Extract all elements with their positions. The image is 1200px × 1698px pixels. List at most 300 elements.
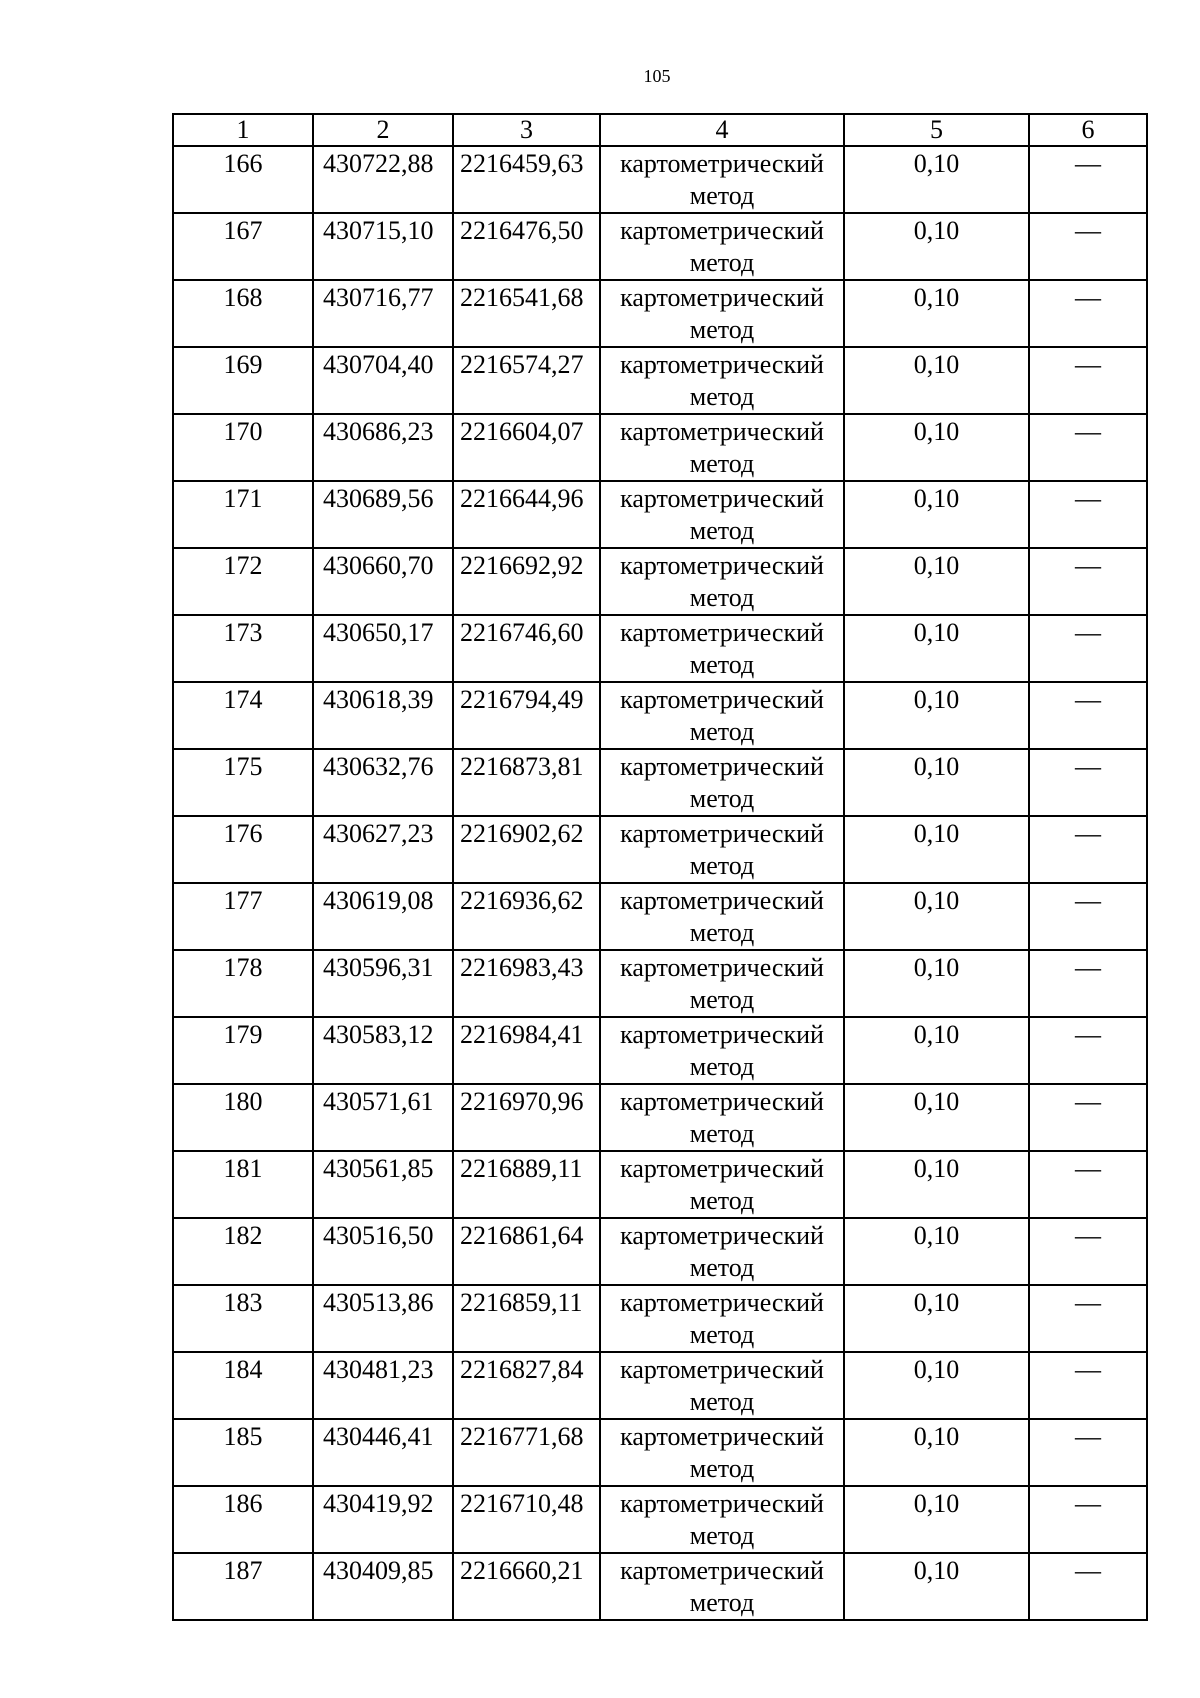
method-cell [600, 146, 844, 213]
method-line-2: метод [689, 1320, 755, 1349]
note-value: — [1075, 819, 1101, 848]
x-coordinate-value: 430722,88 [323, 149, 434, 178]
method-line-2: метод [689, 449, 755, 478]
y-coordinate-cell [453, 1486, 600, 1553]
note-cell [1029, 883, 1147, 950]
table-row [173, 548, 1147, 615]
x-coordinate-value: 430686,23 [323, 417, 434, 446]
x-coordinate-value: 430619,08 [323, 886, 434, 915]
x-coordinate-cell [313, 481, 453, 548]
x-coordinate-cell [313, 950, 453, 1017]
y-coordinate-value: 2216970,96 [460, 1087, 584, 1116]
y-coordinate-value: 2216541,68 [460, 283, 584, 312]
method-line-1: картометрический [620, 1020, 824, 1049]
header-row [173, 114, 1147, 146]
method-line-1: картометрический [620, 350, 824, 379]
method-line-1: картометрический [620, 1355, 824, 1384]
x-coordinate-cell [313, 548, 453, 615]
accuracy-value: 0,10 [913, 283, 960, 312]
note-cell [1029, 749, 1147, 816]
table-row [173, 749, 1147, 816]
y-coordinate-value: 2216859,11 [460, 1288, 583, 1317]
table-row [173, 146, 1147, 213]
point-number-cell [173, 481, 313, 548]
y-coordinate-cell [453, 1084, 600, 1151]
point-number-value: 168 [223, 283, 263, 312]
method-line-2: метод [689, 1454, 755, 1483]
note-cell [1029, 1084, 1147, 1151]
method-cell [600, 213, 844, 280]
note-value: — [1075, 685, 1101, 714]
accuracy-cell [844, 213, 1029, 280]
table-row [173, 414, 1147, 481]
page-number: 105 [643, 66, 671, 86]
table-row [173, 1352, 1147, 1419]
accuracy-cell [844, 615, 1029, 682]
accuracy-cell [844, 1352, 1029, 1419]
accuracy-cell [844, 950, 1029, 1017]
x-coordinate-cell [313, 347, 453, 414]
method-line-1: картометрический [620, 551, 824, 580]
point-number-value: 179 [223, 1020, 263, 1049]
y-coordinate-cell [453, 481, 600, 548]
point-number-value: 181 [223, 1154, 263, 1183]
point-number-cell [173, 213, 313, 280]
table-row [173, 615, 1147, 682]
x-coordinate-value: 430571,61 [323, 1087, 434, 1116]
note-cell [1029, 146, 1147, 213]
point-number-cell [173, 1419, 313, 1486]
point-number-value: 180 [223, 1087, 263, 1116]
note-cell [1029, 548, 1147, 615]
note-value: — [1075, 283, 1101, 312]
note-cell [1029, 1419, 1147, 1486]
x-coordinate-cell [313, 1419, 453, 1486]
point-number-value: 171 [223, 484, 263, 513]
x-coordinate-cell [313, 414, 453, 481]
method-line-2: метод [689, 1186, 755, 1215]
accuracy-cell [844, 146, 1029, 213]
y-coordinate-cell [453, 1151, 600, 1218]
method-line-2: метод [689, 784, 755, 813]
point-number-cell [173, 682, 313, 749]
accuracy-value: 0,10 [913, 1489, 960, 1518]
accuracy-value: 0,10 [913, 1355, 960, 1384]
x-coordinate-cell [313, 1017, 453, 1084]
point-number-cell [173, 280, 313, 347]
x-coordinate-cell [313, 749, 453, 816]
method-line-1: картометрический [620, 1422, 824, 1451]
method-line-2: метод [689, 1119, 755, 1148]
x-coordinate-value: 430561,85 [323, 1154, 434, 1183]
accuracy-value: 0,10 [913, 1020, 960, 1049]
y-coordinate-value: 2216692,92 [460, 551, 584, 580]
note-cell [1029, 1352, 1147, 1419]
y-coordinate-value: 2216861,64 [460, 1221, 584, 1250]
note-cell [1029, 1151, 1147, 1218]
table-row [173, 950, 1147, 1017]
method-line-2: метод [689, 1521, 755, 1550]
table-row [173, 1017, 1147, 1084]
method-line-2: метод [689, 1253, 755, 1282]
y-coordinate-value: 2216771,68 [460, 1422, 584, 1451]
point-number-value: 178 [223, 953, 263, 982]
note-value: — [1075, 752, 1101, 781]
method-cell [600, 1553, 844, 1620]
method-cell [600, 548, 844, 615]
x-coordinate-cell [313, 883, 453, 950]
point-number-value: 170 [223, 417, 263, 446]
point-number-cell [173, 1285, 313, 1352]
method-cell [600, 481, 844, 548]
method-cell [600, 682, 844, 749]
note-value: — [1075, 1422, 1101, 1451]
x-coordinate-value: 430689,56 [323, 484, 434, 513]
x-coordinate-value: 430409,85 [323, 1556, 434, 1585]
point-number-cell [173, 749, 313, 816]
x-coordinate-cell [313, 1218, 453, 1285]
point-number-cell [173, 1486, 313, 1553]
accuracy-cell [844, 682, 1029, 749]
note-cell [1029, 1285, 1147, 1352]
method-cell [600, 1084, 844, 1151]
y-coordinate-cell [453, 883, 600, 950]
accuracy-cell [844, 1553, 1029, 1620]
y-coordinate-value: 2216827,84 [460, 1355, 584, 1384]
note-cell [1029, 213, 1147, 280]
point-number-cell [173, 146, 313, 213]
accuracy-value: 0,10 [913, 1154, 960, 1183]
method-line-1: картометрический [620, 484, 824, 513]
note-cell [1029, 1553, 1147, 1620]
method-line-1: картометрический [620, 752, 824, 781]
x-coordinate-value: 430513,86 [323, 1288, 434, 1317]
x-coordinate-cell [313, 1352, 453, 1419]
x-coordinate-cell [313, 615, 453, 682]
note-value: — [1075, 484, 1101, 513]
table-row [173, 682, 1147, 749]
table-row [173, 280, 1147, 347]
x-coordinate-value: 430704,40 [323, 350, 434, 379]
note-value: — [1075, 618, 1101, 647]
method-cell [600, 1486, 844, 1553]
x-coordinate-value: 430596,31 [323, 953, 434, 982]
point-number-cell [173, 347, 313, 414]
accuracy-value: 0,10 [913, 685, 960, 714]
x-coordinate-cell [313, 1084, 453, 1151]
point-number-value: 166 [223, 149, 263, 178]
note-value: — [1075, 1020, 1101, 1049]
y-coordinate-value: 2216710,48 [460, 1489, 584, 1518]
point-number-cell [173, 1352, 313, 1419]
method-line-1: картометрический [620, 1154, 824, 1183]
accuracy-cell [844, 1218, 1029, 1285]
point-number-value: 173 [223, 618, 263, 647]
method-line-2: метод [689, 516, 755, 545]
point-number-cell [173, 414, 313, 481]
note-cell [1029, 414, 1147, 481]
point-number-value: 177 [223, 886, 263, 915]
method-cell [600, 816, 844, 883]
method-line-1: картометрический [620, 953, 824, 982]
table-row [173, 213, 1147, 280]
y-coordinate-cell [453, 414, 600, 481]
y-coordinate-cell [453, 1017, 600, 1084]
method-line-2: метод [689, 851, 755, 880]
note-value: — [1075, 551, 1101, 580]
accuracy-value: 0,10 [913, 1221, 960, 1250]
y-coordinate-value: 2216794,49 [460, 685, 584, 714]
method-cell [600, 1285, 844, 1352]
y-coordinate-cell [453, 682, 600, 749]
point-number-value: 184 [223, 1355, 263, 1384]
point-number-value: 169 [223, 350, 263, 379]
note-value: — [1075, 1221, 1101, 1250]
y-coordinate-cell [453, 1352, 600, 1419]
coordinates-table [172, 113, 1148, 1621]
method-line-1: картометрический [620, 1221, 824, 1250]
y-coordinate-value: 2216660,21 [460, 1556, 584, 1585]
y-coordinate-cell [453, 347, 600, 414]
note-value: — [1075, 1288, 1101, 1317]
method-line-2: метод [689, 181, 755, 210]
x-coordinate-cell [313, 1285, 453, 1352]
x-coordinate-value: 430618,39 [323, 685, 434, 714]
accuracy-value: 0,10 [913, 819, 960, 848]
method-line-1: картометрический [620, 1556, 824, 1585]
accuracy-value: 0,10 [913, 149, 960, 178]
y-coordinate-cell [453, 749, 600, 816]
method-line-1: картометрический [620, 618, 824, 647]
accuracy-cell [844, 1419, 1029, 1486]
method-line-1: картометрический [620, 283, 824, 312]
y-coordinate-value: 2216644,96 [460, 484, 584, 513]
y-coordinate-value: 2216459,63 [460, 149, 584, 178]
point-number-value: 175 [223, 752, 263, 781]
x-coordinate-cell [313, 816, 453, 883]
method-cell [600, 1151, 844, 1218]
note-value: — [1075, 1355, 1101, 1384]
note-cell [1029, 280, 1147, 347]
method-line-1: картометрический [620, 149, 824, 178]
note-value: — [1075, 350, 1101, 379]
x-coordinate-value: 430516,50 [323, 1221, 434, 1250]
y-coordinate-value: 2216873,81 [460, 752, 584, 781]
x-coordinate-cell [313, 1486, 453, 1553]
accuracy-cell [844, 280, 1029, 347]
y-coordinate-value: 2216574,27 [460, 350, 584, 379]
x-coordinate-value: 430650,17 [323, 618, 434, 647]
accuracy-cell [844, 749, 1029, 816]
x-coordinate-value: 430716,77 [323, 283, 434, 312]
method-line-2: метод [689, 315, 755, 344]
note-cell [1029, 682, 1147, 749]
point-number-cell [173, 1151, 313, 1218]
method-line-1: картометрический [620, 1087, 824, 1116]
note-value: — [1075, 1087, 1101, 1116]
method-line-2: метод [689, 717, 755, 746]
method-line-2: метод [689, 1052, 755, 1081]
method-line-2: метод [689, 650, 755, 679]
method-cell [600, 950, 844, 1017]
method-line-2: метод [689, 1387, 755, 1416]
note-value: — [1075, 886, 1101, 915]
y-coordinate-cell [453, 816, 600, 883]
accuracy-cell [844, 1017, 1029, 1084]
table-row [173, 1486, 1147, 1553]
accuracy-value: 0,10 [913, 551, 960, 580]
y-coordinate-value: 2216984,41 [460, 1020, 584, 1049]
y-coordinate-cell [453, 1218, 600, 1285]
method-cell [600, 615, 844, 682]
y-coordinate-cell [453, 1553, 600, 1620]
accuracy-cell [844, 883, 1029, 950]
y-coordinate-value: 2216902,62 [460, 819, 584, 848]
point-number-value: 174 [223, 685, 263, 714]
note-value: — [1075, 1154, 1101, 1183]
accuracy-cell [844, 1151, 1029, 1218]
method-line-1: картометрический [620, 417, 824, 446]
y-coordinate-value: 2216889,11 [460, 1154, 583, 1183]
y-coordinate-value: 2216604,07 [460, 417, 584, 446]
x-coordinate-value: 430583,12 [323, 1020, 434, 1049]
table-row [173, 1218, 1147, 1285]
accuracy-value: 0,10 [913, 1422, 960, 1451]
method-cell [600, 347, 844, 414]
table-row [173, 1419, 1147, 1486]
point-number-value: 182 [223, 1221, 263, 1250]
x-coordinate-value: 430660,70 [323, 551, 434, 580]
note-cell [1029, 481, 1147, 548]
table-header [173, 114, 1147, 146]
table-body [173, 146, 1147, 1620]
point-number-value: 172 [223, 551, 263, 580]
x-coordinate-cell [313, 1151, 453, 1218]
method-cell [600, 883, 844, 950]
y-coordinate-cell [453, 950, 600, 1017]
note-value: — [1075, 149, 1101, 178]
x-coordinate-value: 430627,23 [323, 819, 434, 848]
x-coordinate-value: 430419,92 [323, 1489, 434, 1518]
accuracy-cell [844, 548, 1029, 615]
y-coordinate-value: 2216936,62 [460, 886, 584, 915]
method-cell [600, 1218, 844, 1285]
accuracy-value: 0,10 [913, 1556, 960, 1585]
method-line-1: картометрический [620, 1489, 824, 1518]
method-line-2: метод [689, 1588, 755, 1617]
accuracy-value: 0,10 [913, 752, 960, 781]
y-coordinate-cell [453, 146, 600, 213]
accuracy-value: 0,10 [913, 216, 960, 245]
y-coordinate-cell [453, 1285, 600, 1352]
table-row [173, 1151, 1147, 1218]
x-coordinate-value: 430632,76 [323, 752, 434, 781]
accuracy-value: 0,10 [913, 417, 960, 446]
accuracy-cell [844, 481, 1029, 548]
point-number-value: 185 [223, 1422, 263, 1451]
note-cell [1029, 615, 1147, 682]
method-cell [600, 280, 844, 347]
x-coordinate-cell [313, 1553, 453, 1620]
note-cell [1029, 950, 1147, 1017]
y-coordinate-value: 2216983,43 [460, 953, 584, 982]
note-cell [1029, 347, 1147, 414]
method-line-2: метод [689, 985, 755, 1014]
accuracy-cell [844, 816, 1029, 883]
y-coordinate-cell [453, 280, 600, 347]
note-value: — [1075, 1489, 1101, 1518]
y-coordinate-cell [453, 213, 600, 280]
x-coordinate-cell [313, 682, 453, 749]
method-cell [600, 749, 844, 816]
header-col-6: 6 [1029, 114, 1147, 146]
point-number-cell [173, 1084, 313, 1151]
point-number-value: 167 [223, 216, 263, 245]
accuracy-value: 0,10 [913, 953, 960, 982]
accuracy-value: 0,10 [913, 484, 960, 513]
method-line-1: картометрический [620, 685, 824, 714]
header-col-2: 2 [313, 114, 453, 146]
point-number-cell [173, 1017, 313, 1084]
header-col-3: 3 [453, 114, 600, 146]
method-cell [600, 1017, 844, 1084]
point-number-value: 183 [223, 1288, 263, 1317]
method-cell [600, 1419, 844, 1486]
y-coordinate-cell [453, 548, 600, 615]
method-line-2: метод [689, 382, 755, 411]
y-coordinate-value: 2216746,60 [460, 618, 584, 647]
accuracy-cell [844, 1486, 1029, 1553]
y-coordinate-cell [453, 615, 600, 682]
method-line-1: картометрический [620, 819, 824, 848]
x-coordinate-value: 430481,23 [323, 1355, 434, 1384]
point-number-cell [173, 1553, 313, 1620]
method-line-2: метод [689, 918, 755, 947]
point-number-cell [173, 816, 313, 883]
method-line-2: метод [689, 583, 755, 612]
note-value: — [1075, 1556, 1101, 1585]
accuracy-value: 0,10 [913, 618, 960, 647]
point-number-value: 176 [223, 819, 263, 848]
x-coordinate-cell [313, 146, 453, 213]
table-row [173, 347, 1147, 414]
accuracy-value: 0,10 [913, 1087, 960, 1116]
point-number-cell [173, 883, 313, 950]
note-value: — [1075, 216, 1101, 245]
point-number-cell [173, 1218, 313, 1285]
point-number-value: 187 [223, 1556, 263, 1585]
y-coordinate-value: 2216476,50 [460, 216, 584, 245]
note-cell [1029, 816, 1147, 883]
table-row [173, 1084, 1147, 1151]
point-number-cell [173, 548, 313, 615]
note-value: — [1075, 417, 1101, 446]
accuracy-value: 0,10 [913, 350, 960, 379]
table-row [173, 816, 1147, 883]
method-line-1: картометрический [620, 1288, 824, 1317]
method-cell [600, 1352, 844, 1419]
header-col-1: 1 [173, 114, 313, 146]
accuracy-cell [844, 1084, 1029, 1151]
y-coordinate-cell [453, 1419, 600, 1486]
x-coordinate-value: 430446,41 [323, 1422, 434, 1451]
note-cell [1029, 1017, 1147, 1084]
note-cell [1029, 1218, 1147, 1285]
x-coordinate-cell [313, 213, 453, 280]
table-row [173, 481, 1147, 548]
header-col-4: 4 [600, 114, 844, 146]
note-cell [1029, 1486, 1147, 1553]
